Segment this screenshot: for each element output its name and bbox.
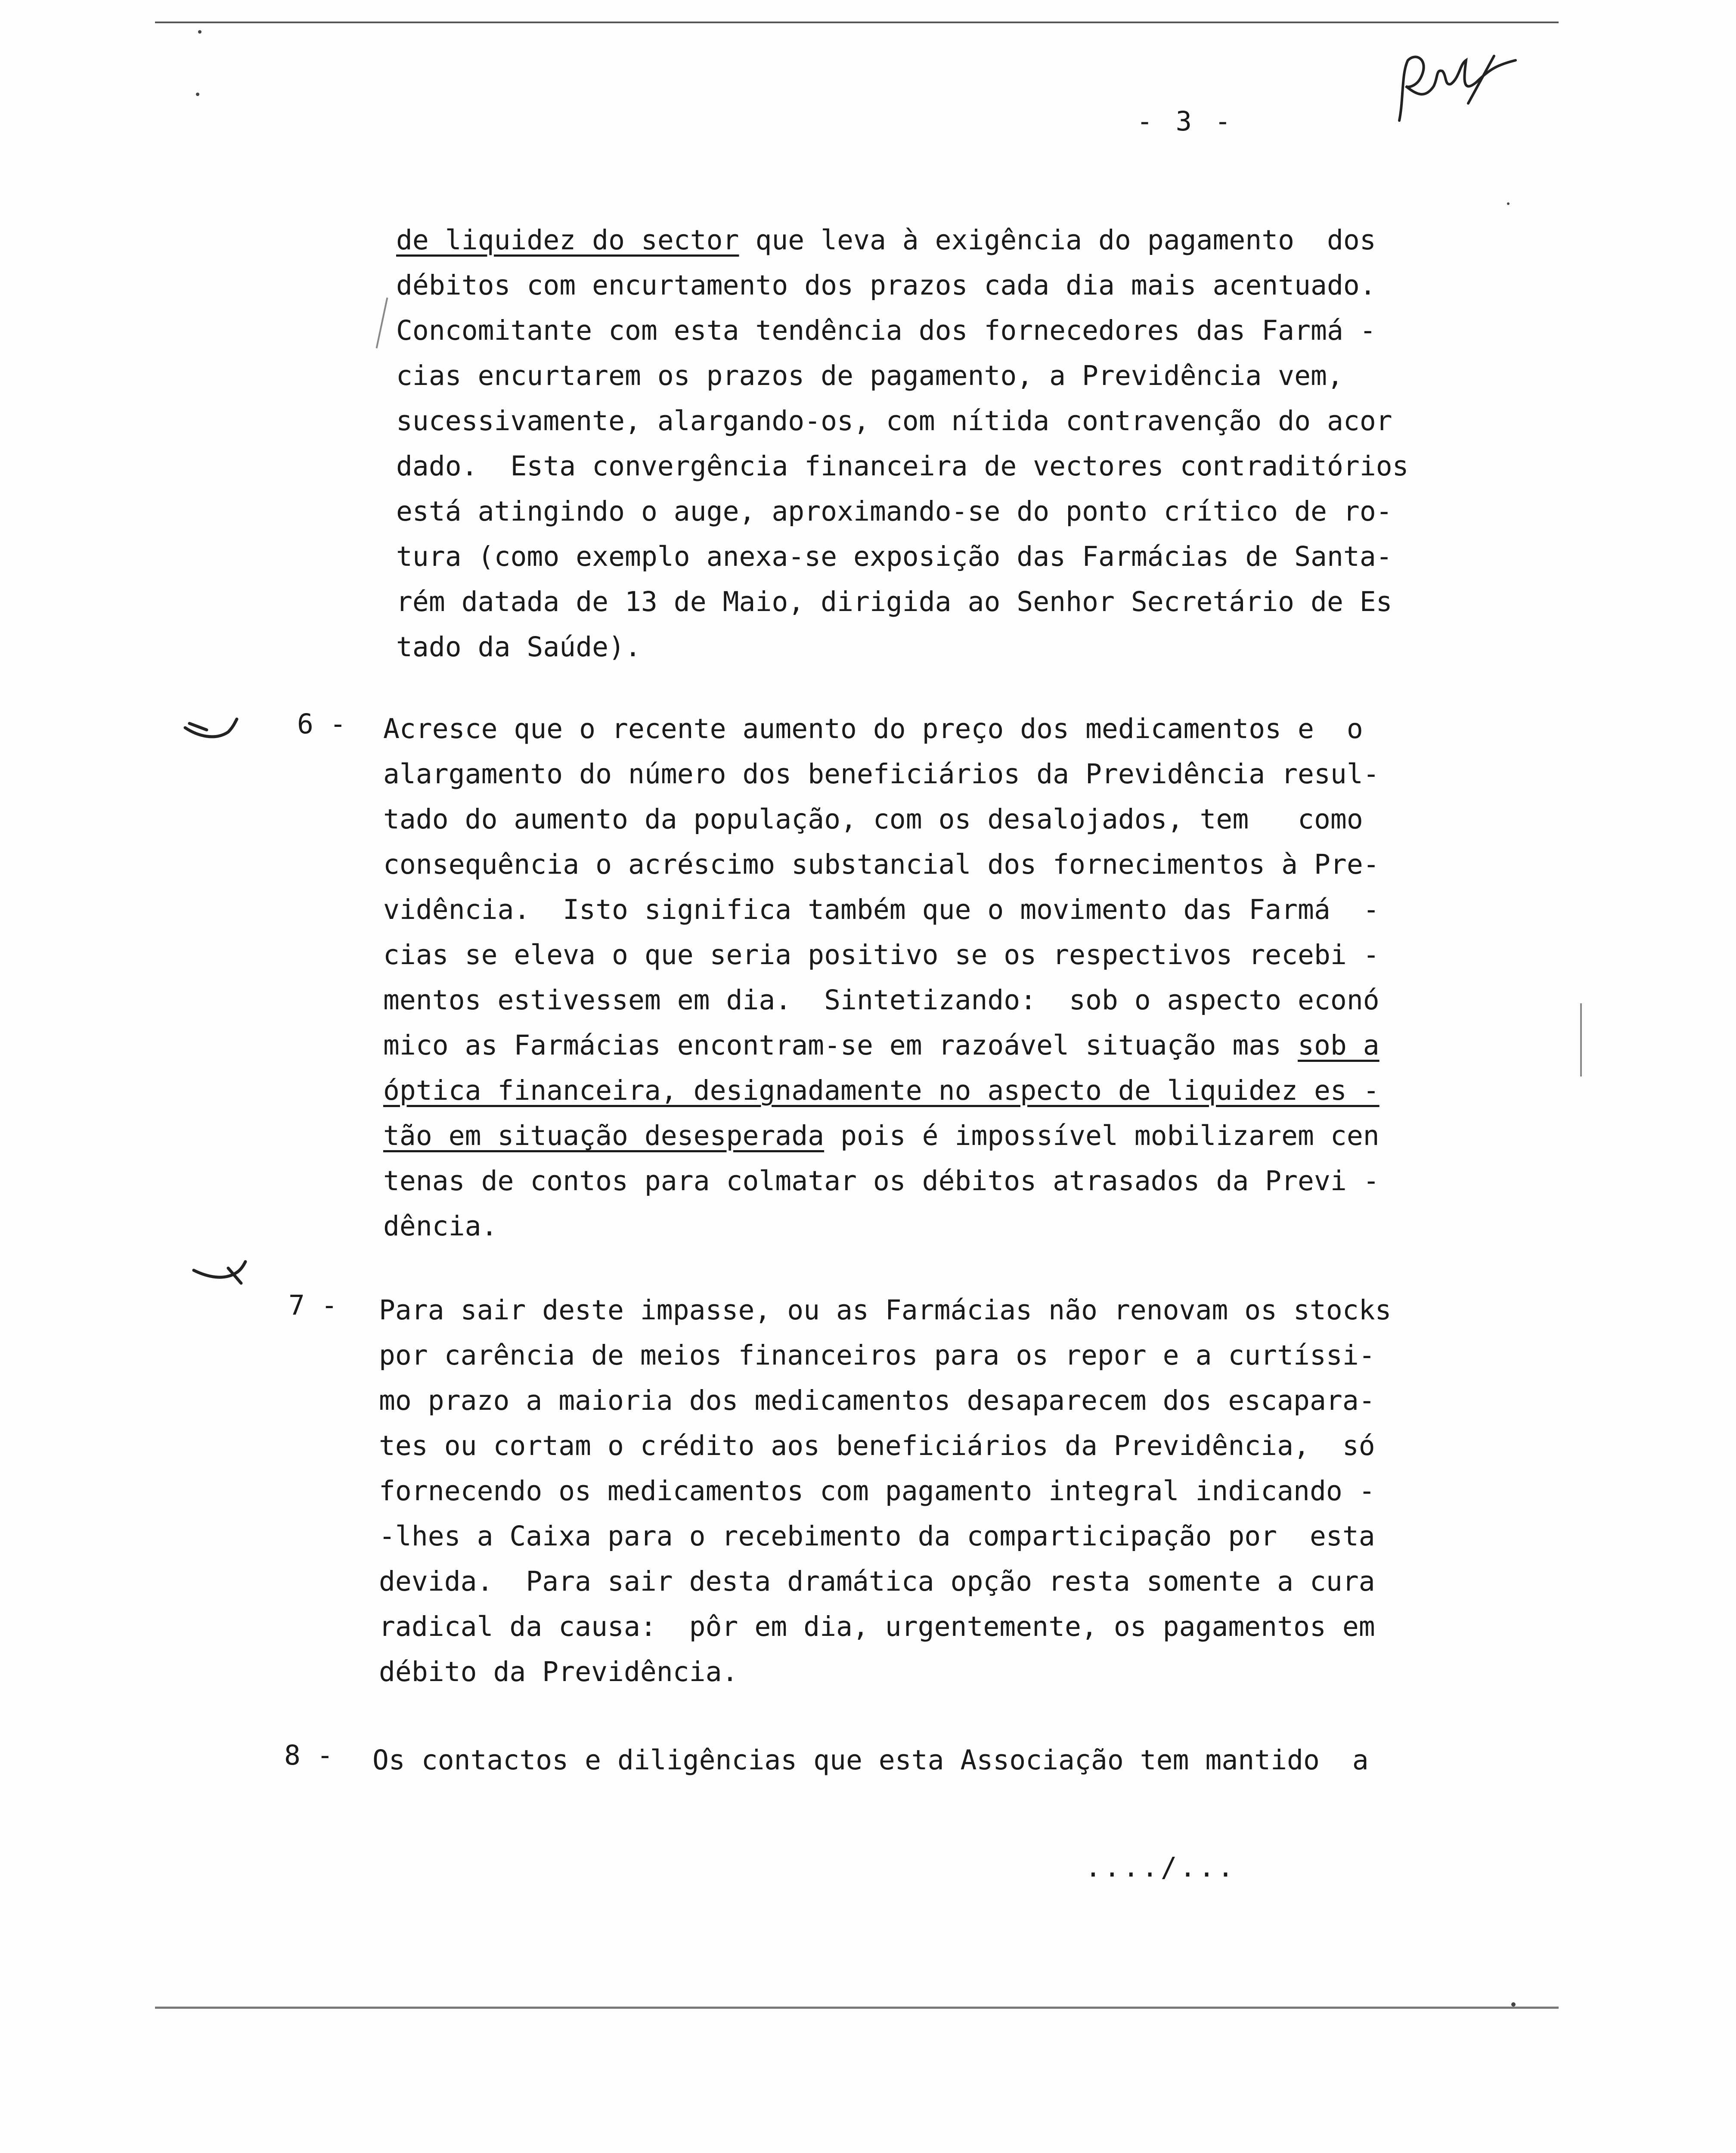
margin-stroke [1580, 1003, 1582, 1076]
continuation-marker: ..../... [1085, 1852, 1237, 1883]
paragraph-number: 7 - [288, 1290, 338, 1321]
text-line: alargamento do número dos beneficiários da Previdência resul- [383, 758, 1380, 790]
underlined-text: tão em situação desesperada [383, 1120, 825, 1151]
speck [198, 30, 202, 34]
text-line [383, 1068, 1520, 1113]
text-line: Para sair deste impasse, ou as Farmácias não renovam os stocks [379, 1294, 1392, 1326]
text-line [383, 1023, 1520, 1068]
page-number: - 3 - [1137, 105, 1234, 137]
text-segment: mico as Farmácias encontram-se em razoável situação mas [383, 1030, 1298, 1061]
paragraph-8 [372, 1737, 1509, 1783]
text-line: cias encurtarem os prazos de pagamento, a Previdência vem, [396, 360, 1343, 391]
text-line: débitos com encurtamento dos prazos cada dia mais acentuado. [396, 270, 1376, 301]
speck [196, 93, 199, 96]
margin-check-mark [189, 1257, 254, 1292]
paragraph-number: 6 - [297, 708, 346, 740]
handwritten-initials [1391, 34, 1520, 138]
bottom-edge-line [155, 2007, 1559, 2009]
text-line: débito da Previdência. [379, 1656, 738, 1688]
paragraph-5-continuation [396, 217, 1533, 670]
text-line: devida. Para sair desta dramática opção resta somente a cura [379, 1566, 1375, 1597]
text-line: consequência o acréscimo substancial dos fornecimentos à Pre- [383, 849, 1380, 880]
text-line [383, 1113, 1520, 1158]
text-line: tado do aumento da população, com os desalojados, tem como [383, 803, 1363, 835]
speck [1507, 202, 1510, 205]
text-line: está atingindo o auge, aproximando-se do ponto crítico de ro- [396, 496, 1392, 527]
text-line: Os contactos e diligências que esta Associação tem mantido a [372, 1744, 1369, 1776]
text-line: tura (como exemplo anexa-se exposição das Farmácias de Santa- [396, 541, 1392, 572]
text-line: sucessivamente, alargando-os, com nítida contravenção do acor [396, 405, 1392, 437]
text-line: rém datada de 13 de Maio, dirigida ao Senhor Secretário de Es [396, 586, 1392, 617]
text-line: dado. Esta convergência financeira de vectores contraditórios [396, 450, 1409, 482]
text-line: -lhes a Caixa para o recebimento da comparticipação por esta [379, 1520, 1375, 1552]
underlined-text: de liquidez do sector [396, 224, 739, 256]
text-line: vidência. Isto significa também que o movimento das Farmá - [383, 894, 1380, 925]
paragraph-number: 8 - [284, 1740, 333, 1771]
text-line: por carência de meios financeiros para os repor e a curtíssi- [379, 1340, 1375, 1371]
paragraph-7 [379, 1287, 1516, 1694]
text-line: tenas de contos para colmatar os débitos atrasados da Previ - [383, 1165, 1380, 1197]
underlined-text: óptica financeira, designadamente no aspecto de liquidez es - [383, 1075, 1380, 1106]
text-line: tado da Saúde). [396, 631, 641, 663]
underlined-text: sob a [1298, 1030, 1380, 1061]
paragraph-6 [383, 706, 1520, 1249]
text-line: radical da causa: pôr em dia, urgentemente, os pagamentos em [379, 1611, 1375, 1642]
text-line: mentos estivessem em dia. Sintetizando: sob o aspecto econó [383, 984, 1380, 1016]
text-line: de liquidez do sector que leva à exigência do pagamento dos [396, 224, 1376, 256]
speck [1511, 2002, 1516, 2007]
margin-check-mark [181, 710, 245, 745]
text-line: Acresce que o recente aumento do preço dos medicamentos e o [383, 713, 1363, 745]
text-segment: pois é impossível mobilizarem cen [824, 1120, 1380, 1151]
text-line: Concomitante com esta tendência dos fornecedores das Farmá - [396, 315, 1376, 346]
top-edge-line [155, 22, 1559, 23]
text-line: dência. [383, 1210, 498, 1242]
text-line: fornecendo os medicamentos com pagamento integral indicando - [379, 1475, 1375, 1507]
text-line: tes ou cortam o crédito aos beneficiários da Previdência, só [379, 1430, 1375, 1461]
margin-stroke [376, 298, 388, 348]
text-line: mo prazo a maioria dos medicamentos desaparecem dos escapara- [379, 1385, 1375, 1416]
text-line: cias se eleva o que seria positivo se os respectivos recebi - [383, 939, 1380, 971]
